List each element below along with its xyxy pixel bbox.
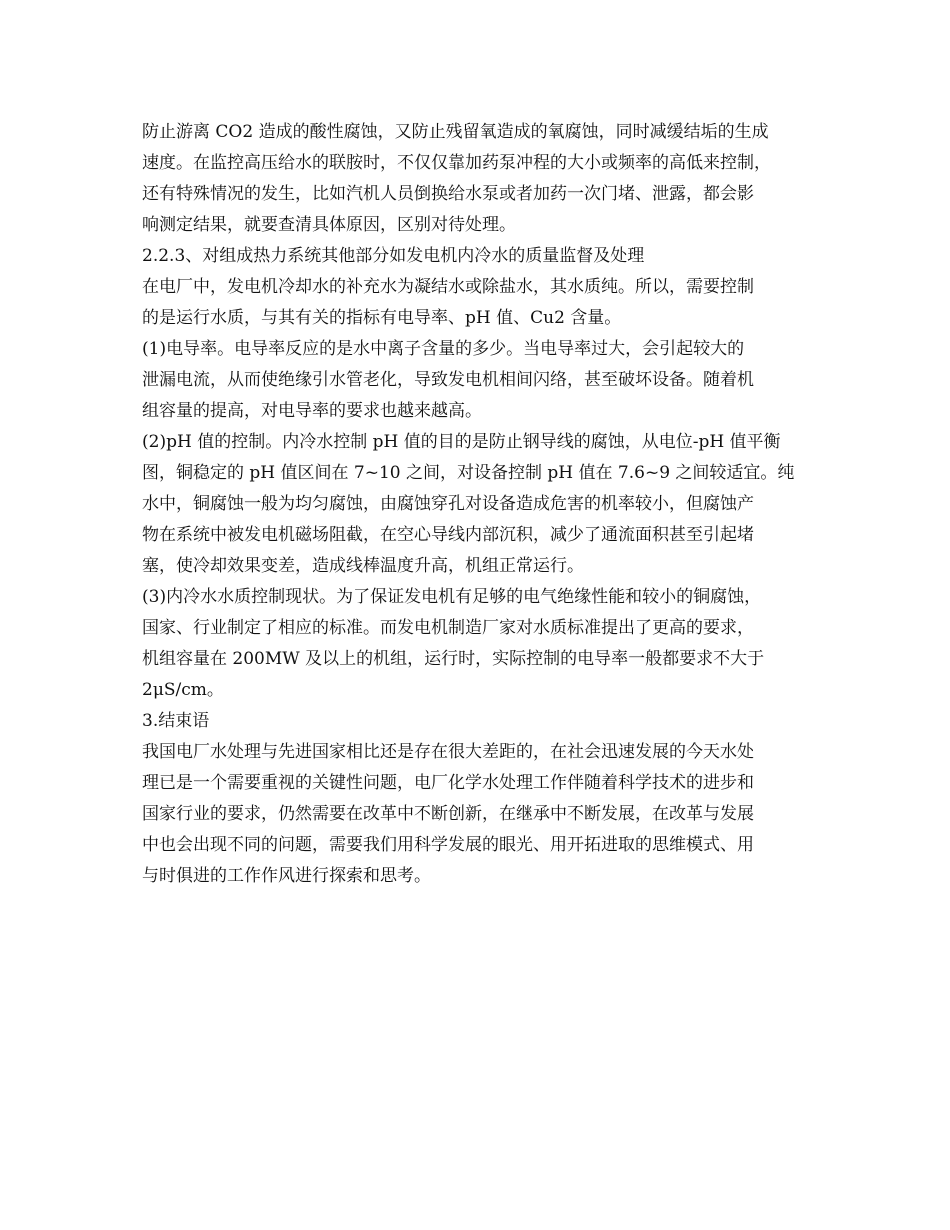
text-line: 组容量的提高，对电导率的要求也越来越高。 xyxy=(142,401,482,421)
text-line: 中也会出现不同的问题，需要我们用科学发展的眼光、用开拓进取的思维模式、用 xyxy=(142,835,754,855)
text-line: 物在系统中被发电机磁场阻截，在空心导线内部沉积，减少了通流面积甚至引起堵 xyxy=(142,525,754,545)
item-water-quality-status: (3)内冷水水质控制现状。为了保证发电机有足够的电气绝缘性能和较小的铜腐蚀， xyxy=(142,587,762,607)
text-line: 在电厂中，发电机冷却水的补充水为凝结水或除盐水，其水质纯。所以，需要控制 xyxy=(142,277,754,297)
text-line: 水中，铜腐蚀一般为均匀腐蚀，由腐蚀穿孔对设备造成危害的机率较小，但腐蚀产 xyxy=(142,494,754,514)
text-line: 塞，使冷却效果变差，造成线棒温度升高，机组正常运行。 xyxy=(142,556,584,576)
item-conductivity: (1)电导率。电导率反应的是水中离子含量的多少。当电导率过大，会引起较大的 xyxy=(142,339,745,359)
text-line: 泄漏电流，从而使绝缘引水管老化，导致发电机相间闪络，甚至破坏设备。随着机 xyxy=(142,370,754,390)
text-line: 图，铜稳定的 pH 值区间在 7~10 之间，对设备控制 pH 值在 7.6~9 之间较适宜。纯 xyxy=(142,463,795,483)
text-line: 国家行业的要求，仍然需要在改革中不断创新，在继承中不断发展，在改革与发展 xyxy=(142,804,754,824)
text-line: 的是运行水质，与其有关的指标有电导率、pH 值、Cu2 含量。 xyxy=(142,308,622,328)
item-ph-control: (2)pH 值的控制。内冷水控制 pH 值的目的是防止钢导线的腐蚀，从电位-pH 值平衡 xyxy=(142,432,781,452)
text-line: 速度。在监控高压给水的联胺时，不仅仅靠加药泵冲程的大小或频率的高低来控制， xyxy=(142,153,771,173)
section-heading-2-2-3: 2.2.3、对组成热力系统其他部分如发电机内冷水的质量监督及处理 xyxy=(142,246,645,266)
section-heading-conclusion: 3.结束语 xyxy=(142,711,210,731)
text-line: 理已是一个需要重视的关键性问题，电厂化学水处理工作伴随着科学技术的进步和 xyxy=(142,773,754,793)
document-body xyxy=(142,117,812,892)
text-line: 2μS/cm。 xyxy=(142,680,224,700)
text-line: 还有特殊情况的发生，比如汽机人员倒换给水泵或者加药一次门堵、泄露，都会影 xyxy=(142,184,754,204)
text-line: 与时俱进的工作作风进行探索和思考。 xyxy=(142,866,431,886)
text-line: 国家、行业制定了相应的标准。而发电机制造厂家对水质标准提出了更高的要求， xyxy=(142,618,754,638)
text-line: 防止游离 CO2 造成的酸性腐蚀，又防止残留氧造成的氧腐蚀，同时减缓结垢的生成 xyxy=(142,122,769,142)
text-line: 我国电厂水处理与先进国家相比还是存在很大差距的，在社会迅速发展的今天水处 xyxy=(142,742,754,762)
text-line: 响测定结果，就要查清具体原因，区别对待处理。 xyxy=(142,215,516,235)
text-line: 机组容量在 200MW 及以上的机组，运行时，实际控制的电导率一般都要求不大于 xyxy=(142,649,765,669)
